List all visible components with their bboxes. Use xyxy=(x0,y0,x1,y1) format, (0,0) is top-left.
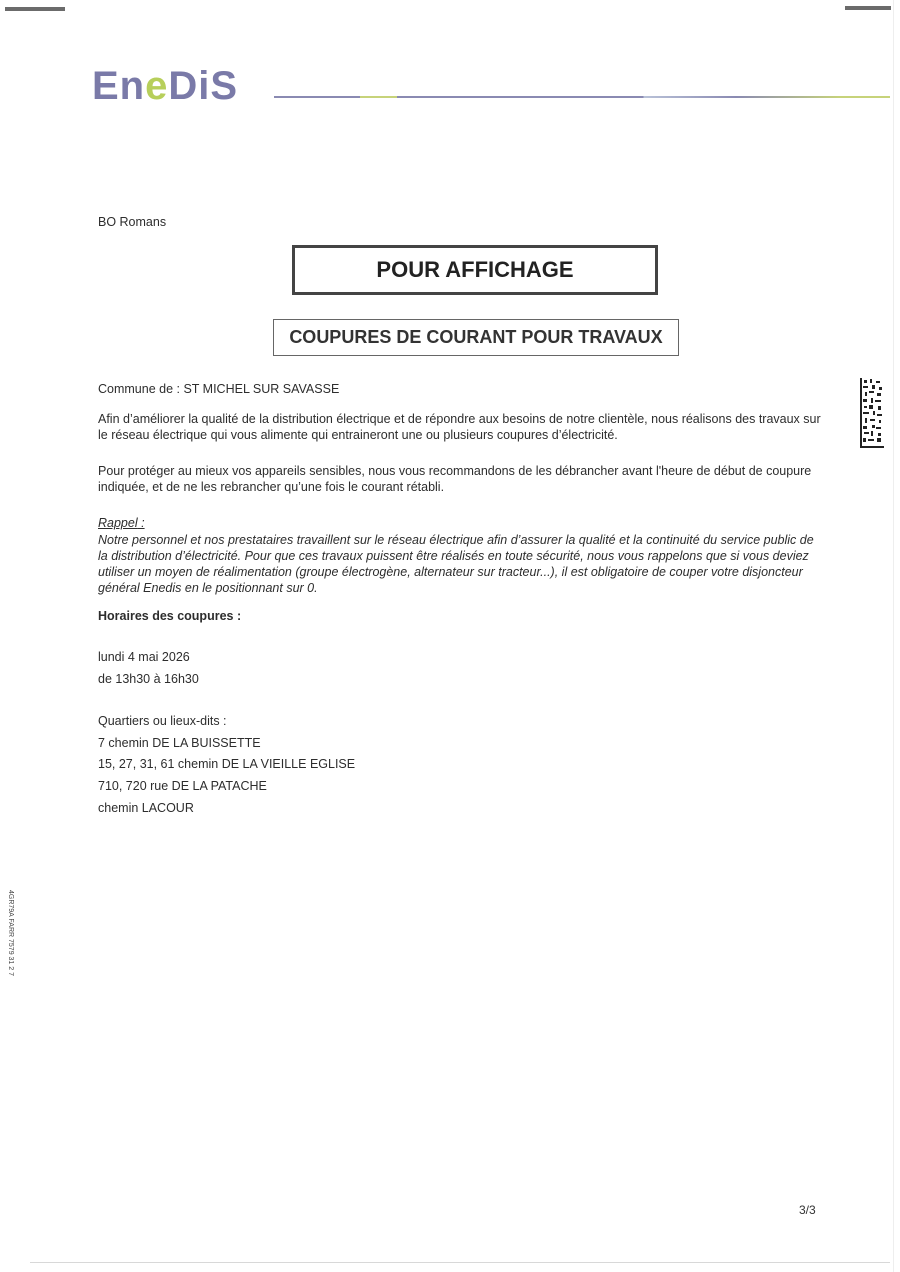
rappel-colon: : xyxy=(137,516,145,530)
location-item: chemin LACOUR xyxy=(98,801,194,815)
footer-rule xyxy=(30,1262,890,1263)
schedule-heading: Horaires des coupures : xyxy=(98,609,242,623)
page-edge xyxy=(893,0,894,1272)
rappel-text: Notre personnel et nos prestataires travaillent sur le réseau électrique afin d’assurer la qualité et la continuité du service public de la distribution d’électricité. Pour que ces travaux puissent être réalisés en toute sécurité, nous vous rappelons que si vous deviez utiliser un moyen de réalimentation (groupe électrogène, alternateur sur tracteur...), il est obligatoire de couper votre disjoncteur général Enedis en le positionnant sur 0. xyxy=(98,533,814,595)
page-title: POUR AFFICHAGE xyxy=(376,257,574,282)
header-rule xyxy=(274,96,890,98)
side-reference-code: 4GR79A FARR 7579 31 2 7 xyxy=(7,890,14,976)
rappel-label: Rappel xyxy=(98,516,138,530)
location-item: 710, 720 rue DE LA PATACHE xyxy=(98,779,267,793)
intro-paragraph: Afin d’améliorer la qualité de la distribution électrique et de répondre aux besoins de notre clientèle, nous réalisons des travaux sur le réseau électrique qui vous alimente qui entraineront une ou plusieurs coupures d’électricité. xyxy=(98,412,821,442)
page-number: 3/3 xyxy=(799,1203,816,1217)
location-item: 15, 27, 31, 61 chemin DE LA VIEILLE EGLISE xyxy=(98,757,356,771)
schedule-time: de 13h30 à 16h30 xyxy=(98,672,199,686)
page-subtitle: COUPURES DE COURANT POUR TRAVAUX xyxy=(289,327,663,347)
location-item: 7 chemin DE LA BUISSETTE xyxy=(98,736,261,750)
enedis-logo-wordmark: EneDiS xyxy=(92,64,239,108)
datamatrix-barcode xyxy=(860,378,884,448)
commune: Commune de : ST MICHEL SUR SAVASSE xyxy=(98,382,340,396)
title-box xyxy=(292,245,658,295)
locations-heading: Quartiers ou lieux-dits : xyxy=(98,714,227,728)
scan-mark-top-left xyxy=(5,7,65,11)
rappel-heading xyxy=(98,515,145,531)
sender: BO Romans xyxy=(98,215,167,229)
schedule-date: lundi 4 mai 2026 xyxy=(98,650,190,664)
subtitle-box xyxy=(273,319,679,356)
enedis-logo xyxy=(92,64,239,108)
advice-paragraph: Pour protéger au mieux vos appareils sensibles, nous vous recommandons de les débrancher avant l'heure de début de coupure indiquée, et de ne les rebrancher qu’une fois le courant rétabli. xyxy=(98,464,812,494)
scan-mark-top-right xyxy=(845,6,891,10)
